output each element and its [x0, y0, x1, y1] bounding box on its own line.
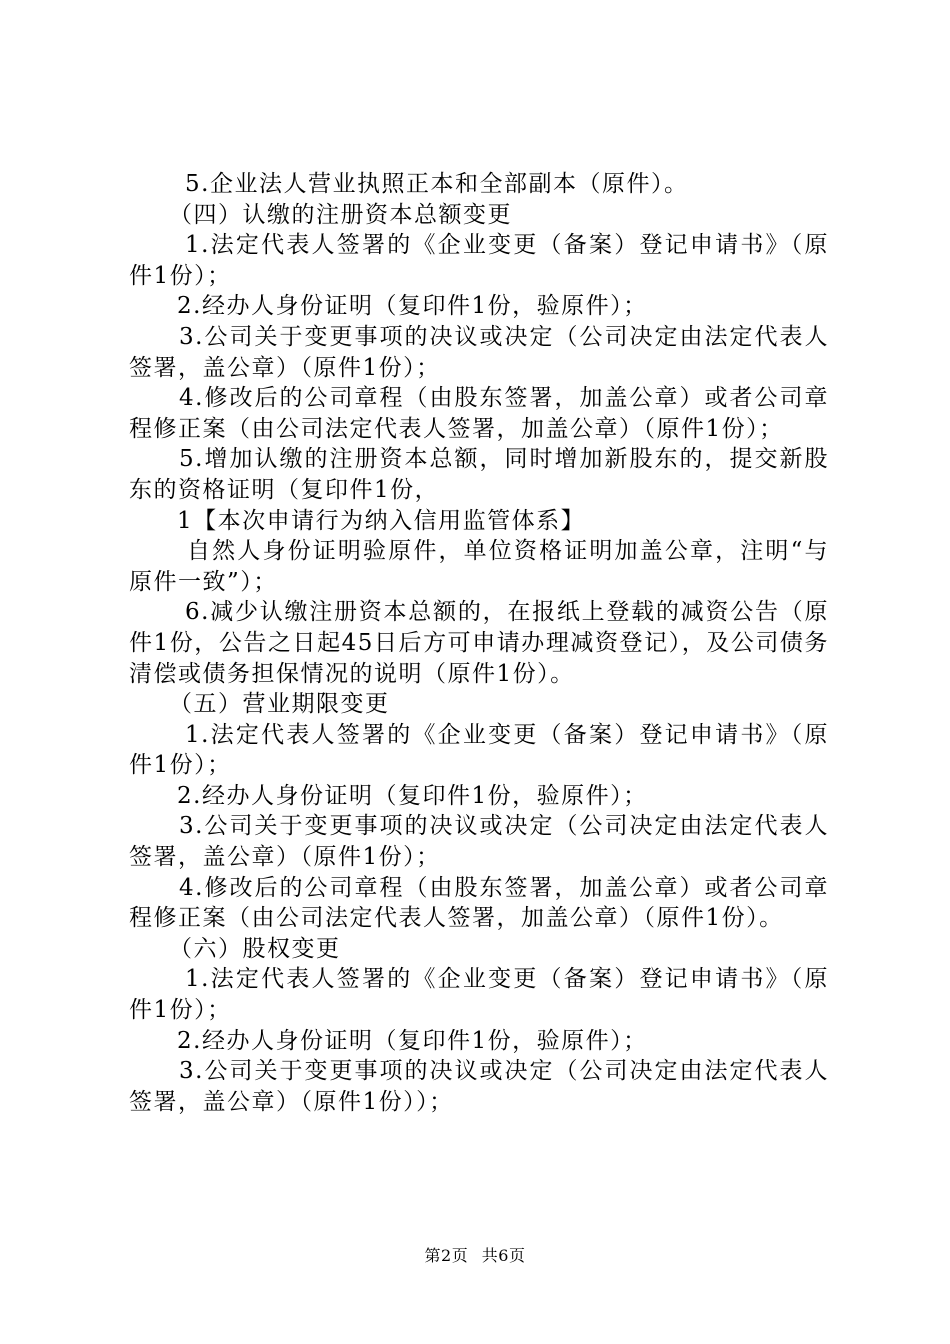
- paragraph: 3.公司关于变更事项的决议或决定（公司决定由法定代表人签署，盖公章）（原件1份）；: [129, 323, 829, 381]
- paragraph: 1.法定代表人签署的《企业变更（备案）登记申请书》（原件1份）；: [129, 966, 829, 1024]
- section-heading: （五）营业期限变更: [169, 691, 390, 718]
- paragraph: 2.经办人身份证明（复印件1份，验原件）；: [177, 782, 648, 809]
- page-total: 共6页: [481, 1246, 526, 1265]
- paragraph: 3.公司关于变更事项的决议或决定（公司决定由法定代表人签署，盖公章）（原件1份））；: [129, 1058, 829, 1115]
- paragraph: 2.经办人身份证明（复印件1份，验原件）；: [177, 1027, 648, 1054]
- page-number: 第2页: [424, 1246, 469, 1265]
- paragraph: 3.公司关于变更事项的决议或决定（公司决定由法定代表人签署，盖公章）（原件1份）；: [129, 813, 829, 871]
- paragraph: 4.修改后的公司章程（由股东签署，加盖公章）或者公司章程修正案（由公司法定代表人签署，加盖公章）（原件1份）；: [129, 385, 829, 442]
- paragraph: 1【本次申请行为纳入信用监管体系】: [177, 507, 586, 534]
- section-heading: （六）股权变更: [169, 935, 341, 962]
- paragraph: 5.增加认缴的注册资本总额，同时增加新股东的，提交新股东的资格证明（复印件1份，: [129, 446, 829, 503]
- page-footer: [0, 1243, 950, 1266]
- paragraph: 1.法定代表人签署的《企业变更（备案）登记申请书》（原件1份）；: [129, 721, 829, 779]
- section-heading: （四）认缴的注册资本总额变更: [169, 201, 512, 228]
- paragraph: 6.减少认缴注册资本总额的，在报纸上登载的减资公告（原件1份，公告之日起45日后方可申请办理减资登记），及公司债务清偿或债务担保情况的说明（原件1份）。: [129, 599, 829, 687]
- paragraph: 自然人身份证明验原件，单位资格证明加盖公章，注明“与原件一致”）；: [129, 538, 829, 595]
- paragraph: 5.企业法人营业执照正本和全部副本（原件）。: [185, 171, 689, 197]
- paragraph: 2.经办人身份证明（复印件1份，验原件）；: [177, 293, 648, 320]
- paragraph: 4.修改后的公司章程（由股东签署，加盖公章）或者公司章程修正案（由公司法定代表人签署，加盖公章）（原件1份）。: [129, 874, 829, 932]
- document-body: [129, 169, 829, 1117]
- paragraph: 1.法定代表人签署的《企业变更（备案）登记申请书》（原件1份）；: [129, 232, 829, 289]
